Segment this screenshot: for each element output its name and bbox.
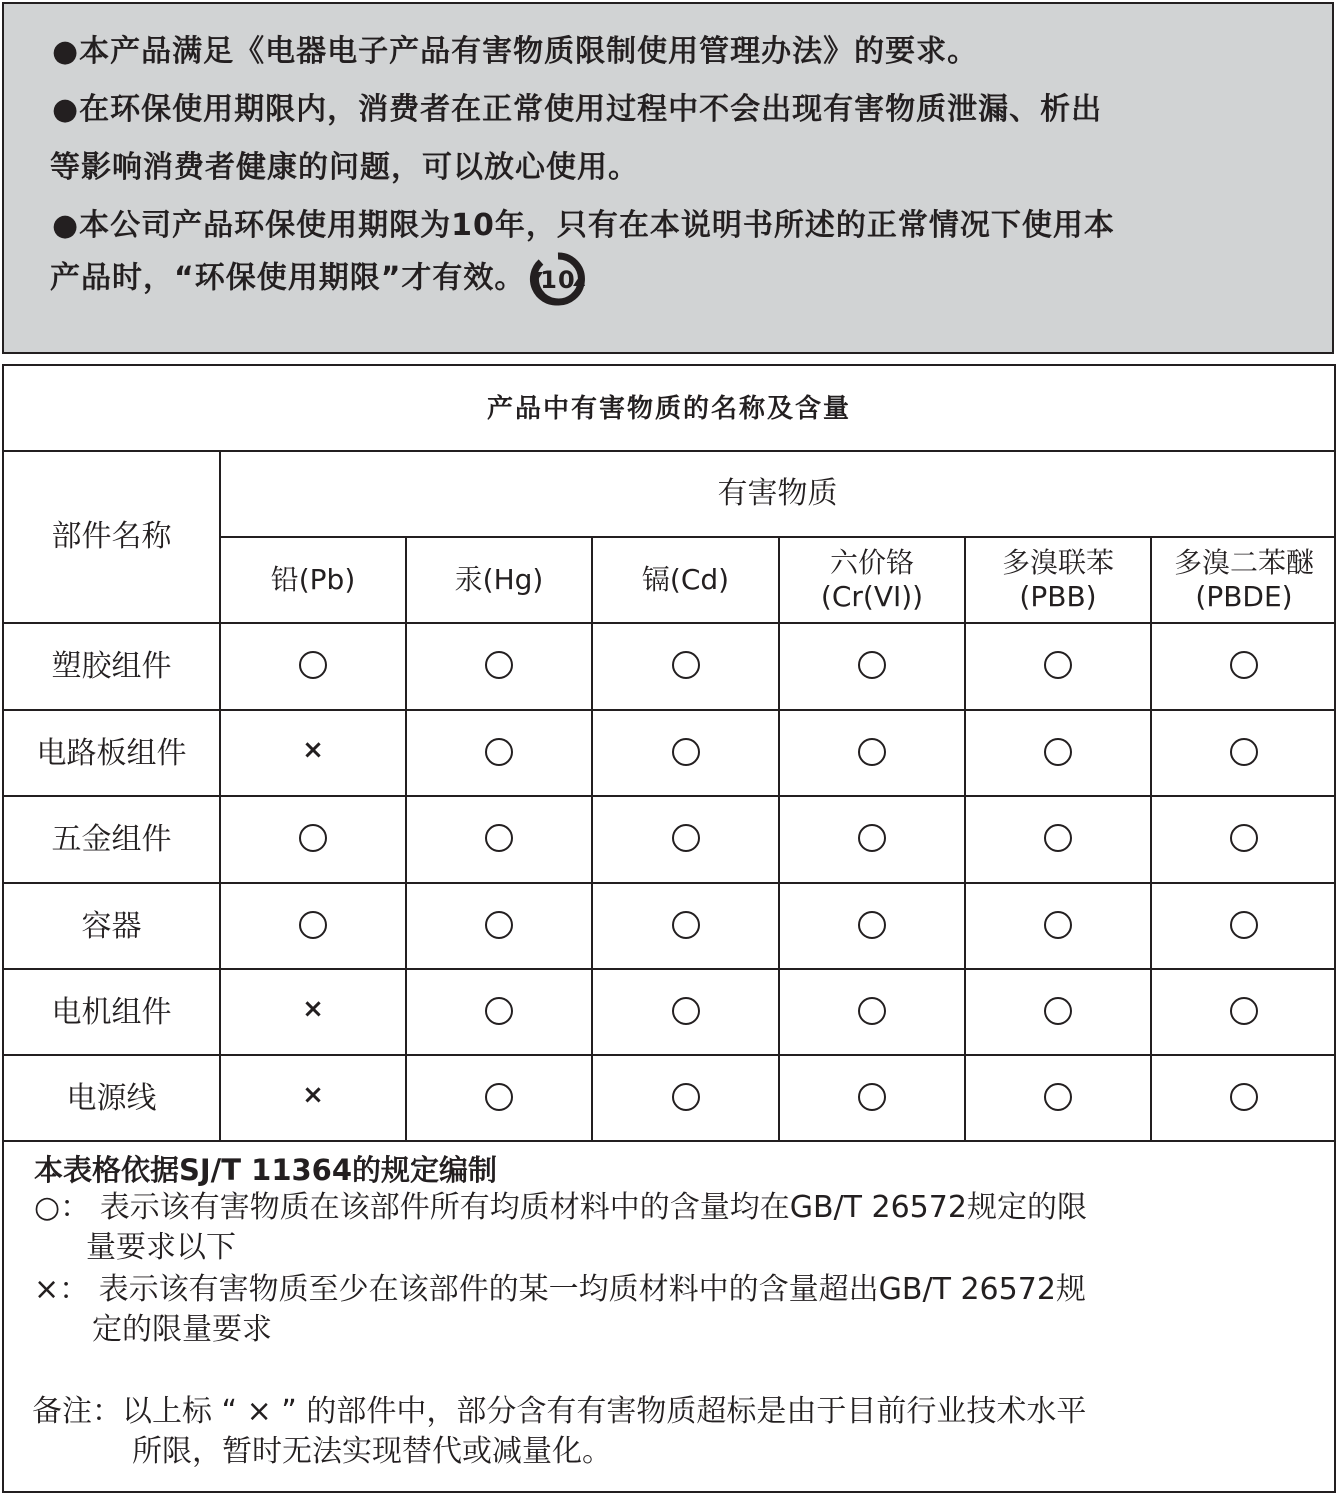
part-name-cell: 电路板组件 (36, 736, 187, 771)
divider (1150, 536, 1152, 1142)
compliant-mark (1230, 738, 1258, 766)
compliant-mark (1230, 824, 1258, 852)
column-header-formula: (PBDE) (1195, 580, 1293, 613)
compliant-mark (1230, 1083, 1258, 1111)
notice-line-1: ●本产品满足《电器电子产品有害物质限制使用管理办法》的要求。 (52, 34, 979, 69)
part-name-cell: 电机组件 (51, 995, 172, 1030)
column-header (1152, 538, 1336, 622)
column-header-formula: (PBB) (1019, 580, 1097, 613)
column-header-name: 汞 (454, 563, 483, 596)
compliant-mark (858, 997, 886, 1025)
part-name-cell: 容器 (81, 909, 142, 944)
divider (405, 536, 407, 1142)
compliant-mark (1044, 651, 1072, 679)
compliant-mark (1230, 651, 1258, 679)
column-header (407, 538, 591, 622)
remark-line-1: 备注：以上标 “ × ” 的部件中，部分含有有害物质超标是由于目前行业技术水平 (32, 1394, 1087, 1429)
column-header-formula: (Cr(VI)) (820, 580, 924, 613)
compliant-mark (672, 824, 700, 852)
compliant-mark (1044, 738, 1072, 766)
compliant-mark (672, 1083, 700, 1111)
legend-x-line-1: ×： 表示该有害物质至少在该部件的某一均质材料中的含量超出GB/T 26572规 (34, 1272, 1086, 1307)
compliant-mark (299, 911, 327, 939)
compliant-mark (1044, 997, 1072, 1025)
exceeds-limit-mark: × (302, 735, 324, 765)
divider (778, 536, 780, 1142)
legend-x-line-2: 定的限量要求 (92, 1312, 272, 1347)
legend-o-line-2: 量要求以下 (86, 1230, 236, 1265)
compliant-mark (1044, 911, 1072, 939)
divider (964, 536, 966, 1142)
column-header (221, 538, 405, 622)
compliant-mark (485, 651, 513, 679)
notice-line-4: ●本公司产品环保使用期限为10年，只有在本说明书所述的正常情况下使用本 (52, 208, 1115, 243)
compliant-mark (299, 651, 327, 679)
notice-line-3: 等影响消费者健康的问题，可以放心使用。 (50, 150, 639, 185)
compliant-mark (672, 997, 700, 1025)
compliant-mark (672, 738, 700, 766)
notes-title: 本表格依据SJ/T 11364的规定编制 (34, 1153, 498, 1187)
compliant-mark (672, 651, 700, 679)
column-header (780, 538, 964, 622)
column-header-name: 多溴二苯醚 (1173, 546, 1314, 579)
notice-line-5-wrap (50, 250, 587, 308)
compliant-mark (672, 911, 700, 939)
exceeds-limit-mark: × (302, 1080, 324, 1110)
compliant-mark (299, 824, 327, 852)
compliant-mark (485, 997, 513, 1025)
compliant-mark (858, 911, 886, 939)
compliant-mark (1044, 1083, 1072, 1111)
column-header-formula: (Hg) (482, 563, 544, 596)
column-header-name: 铅 (270, 563, 299, 596)
divider (591, 536, 593, 1142)
column-header (966, 538, 1150, 622)
column-header-formula: (Cd) (669, 563, 730, 596)
compliant-mark (485, 738, 513, 766)
column-header-name: 六价铬 (829, 546, 914, 579)
substance-header: 有害物质 (717, 476, 838, 511)
compliant-mark (485, 824, 513, 852)
part-name-cell: 塑胶组件 (51, 649, 172, 684)
part-name-cell: 五金组件 (51, 822, 172, 857)
compliant-mark (858, 738, 886, 766)
compliant-mark (485, 911, 513, 939)
compliant-mark (1230, 911, 1258, 939)
part-name-cell: 电源线 (66, 1081, 157, 1116)
compliant-mark (858, 824, 886, 852)
epup-10-year-icon (529, 250, 587, 308)
epup-icon-number: 10 (540, 266, 577, 294)
compliant-mark (1230, 997, 1258, 1025)
column-header-name: 镉 (641, 563, 670, 596)
hazardous-substance-table (2, 364, 1336, 1493)
compliant-mark (1044, 824, 1072, 852)
compliant-mark (858, 1083, 886, 1111)
notice-line-2: ●在环保使用期限内，消费者在正常使用过程中不会出现有害物质泄漏、析出 (52, 92, 1103, 127)
table-title: 产品中有害物质的名称及含量 (486, 394, 851, 424)
compliant-mark (485, 1083, 513, 1111)
environmental-notice-box (2, 2, 1334, 354)
column-header-formula: (Pb) (298, 563, 356, 596)
notice-line-5: 产品时，“环保使用期限”才有效。 (50, 260, 526, 296)
remark-line-2: 所限，暂时无法实现替代或减量化。 (132, 1434, 612, 1469)
column-header-name: 多溴联苯 (1001, 546, 1114, 579)
part-name-header: 部件名称 (51, 519, 172, 554)
column-header (593, 538, 778, 622)
legend-o-line-1: ○： 表示该有害物质在该部件所有均质材料中的含量均在GB/T 26572规定的限 (34, 1190, 1087, 1225)
compliant-mark (858, 651, 886, 679)
exceeds-limit-mark: × (302, 994, 324, 1024)
